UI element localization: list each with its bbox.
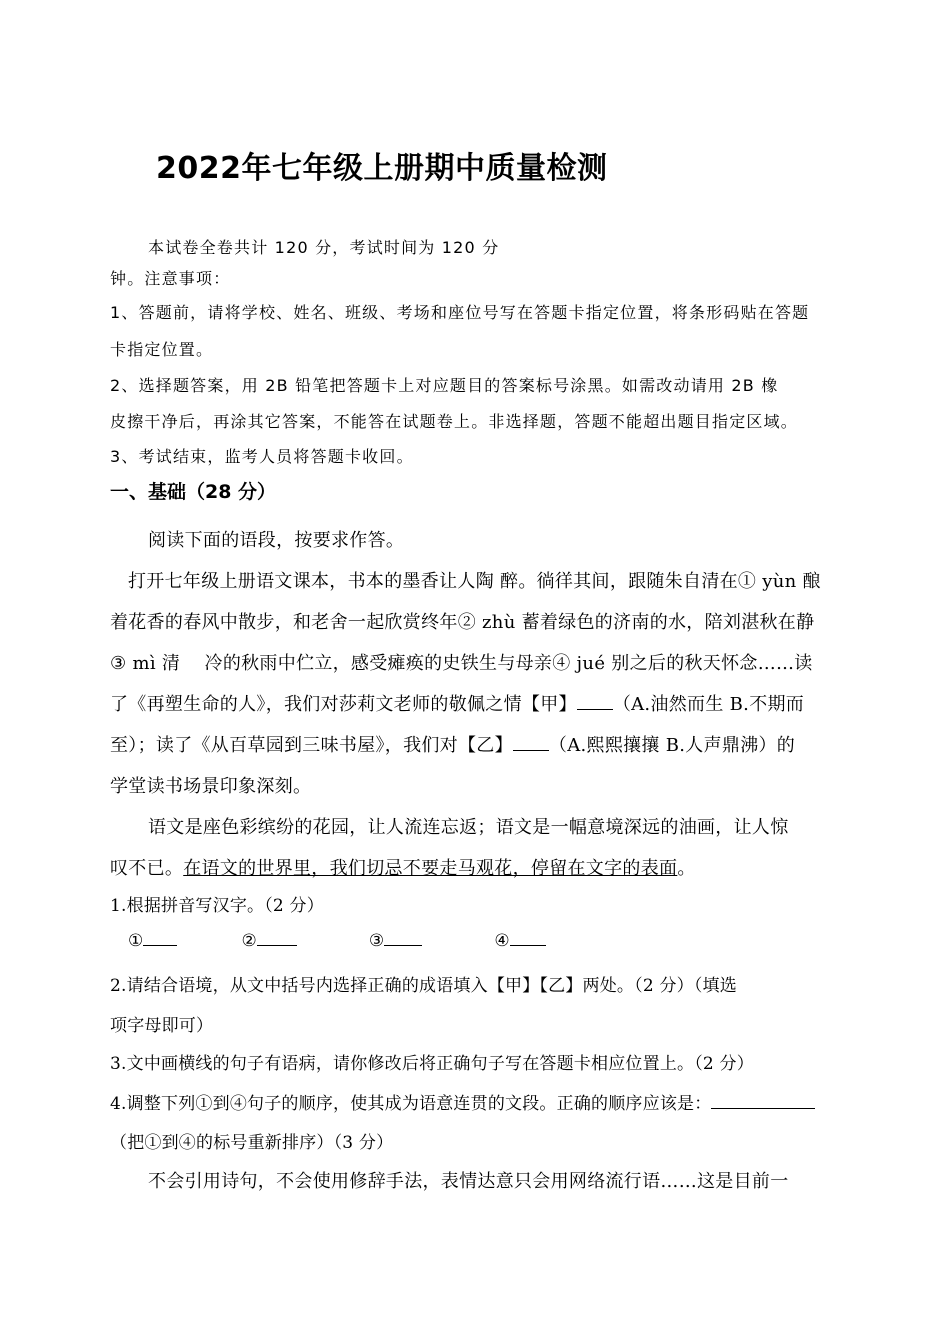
answer-blank-jia[interactable]: [577, 693, 613, 710]
page-title: 2022年七年级上册期中质量检测: [156, 151, 608, 186]
reading-instruction: 阅读下面的语段，按要求作答。: [148, 530, 405, 551]
blank-label-2: ②: [241, 931, 257, 951]
question-4b: （把①到④的标号重新排序）（3 分）: [110, 1133, 394, 1153]
question-3: 3.文中画横线的句子有语病，请你修改后将正确句子写在答题卡相应位置上。（2 分）: [110, 1054, 754, 1074]
notice-line-1: 本试卷全卷共计 120 分，考试时间为 120 分: [148, 238, 500, 257]
notice-item-2a: 2、选择题答案，用 2B 铅笔把答题卡上对应题目的答案标号涂黑。如需改动请用 2B 橡: [110, 376, 779, 395]
blank-label-3: ③: [368, 931, 385, 951]
passage-line-yi: [110, 731, 795, 757]
notice-item-3: 3、考试结束，监考人员将答题卡收回。: [110, 447, 414, 466]
answer-blank-1[interactable]: [143, 931, 177, 946]
passage-line: 语文是座色彩缤纷的花园，让人流连忘返；语文是一幅意境深远的油画，让人惊: [148, 817, 789, 838]
notice-line-2: 钟。注意事项：: [110, 269, 231, 288]
passage-line-jia: [110, 690, 804, 716]
question-2a: 2.请结合语境，从文中括号内选择正确的成语填入【甲】【乙】两处。（2 分）（填选: [110, 976, 737, 996]
answer-blank-yi[interactable]: [513, 734, 549, 751]
notice-item-2b: 皮擦干净后，再涂其它答案，不能答在试题卷上。非选择题，答题不能超出题目指定区域。: [110, 412, 799, 431]
passage-text: 至）；读了《从百草园到三味书屋》，我们对【乙】: [110, 735, 513, 756]
notice-item-1a: 1、答题前，请将学校、姓名、班级、考场和座位号写在答题卡指定位置，将条形码贴在答题: [110, 303, 810, 322]
passage-text: 。: [677, 858, 696, 879]
answer-blank-order[interactable]: [711, 1092, 815, 1109]
underlined-sentence: 在语文的世界里，我们切忌不要走马观花，停留在文字的表面: [183, 858, 678, 879]
question-4a: [110, 1089, 815, 1114]
question-2b: 项字母即可）: [110, 1016, 214, 1036]
passage-text: （A.油然而生 B.不期而: [612, 694, 805, 715]
section-heading: 一、基础（28 分）: [110, 481, 277, 503]
passage-text: 叹不已。: [110, 858, 184, 879]
notice-item-1b: 卡指定位置。: [110, 340, 214, 359]
passage-text: 了《再塑生命的人》，我们对莎莉文老师的敬佩之情【甲】: [110, 694, 577, 715]
passage-line: ③ mì 清 冷的秋雨中伫立，感受瘫痪的史铁生与母亲④ jué 别之后的秋天怀念……读: [110, 653, 813, 674]
answer-blank-2[interactable]: [257, 931, 297, 946]
question-4-text: 4.调整下列①到④句子的顺序，使其成为语意连贯的文段。正确的顺序应该是：: [110, 1094, 712, 1114]
passage-line: 打开七年级上册语文课本，书本的墨香让人陶 醉。徜徉其间，跟随朱自清在① yùn 酿: [128, 571, 821, 592]
blank-label-4: ④: [494, 931, 510, 951]
passage-line: 着花香的春风中散步，和老舍一起欣赏终年② zhù 蓄着绿色的济南的水，陪刘湛秋在静: [110, 612, 815, 633]
passage-line-underlined: [110, 854, 696, 880]
passage-line: 学堂读书场景印象深刻。: [110, 776, 312, 797]
passage-text: （A.熙熙攘攘 B.人声鼎沸）的: [548, 735, 796, 756]
answer-blank-4[interactable]: [510, 931, 546, 946]
blank-label-1: ①: [128, 931, 144, 951]
question-1-blanks: [128, 931, 546, 951]
passage-line: 不会引用诗句，不会使用修辞手法，表情达意只会用网络流行语……这是目前一: [148, 1171, 789, 1192]
answer-blank-3[interactable]: [384, 931, 422, 946]
question-1: 1.根据拼音写汉字。（2 分）: [110, 896, 324, 916]
